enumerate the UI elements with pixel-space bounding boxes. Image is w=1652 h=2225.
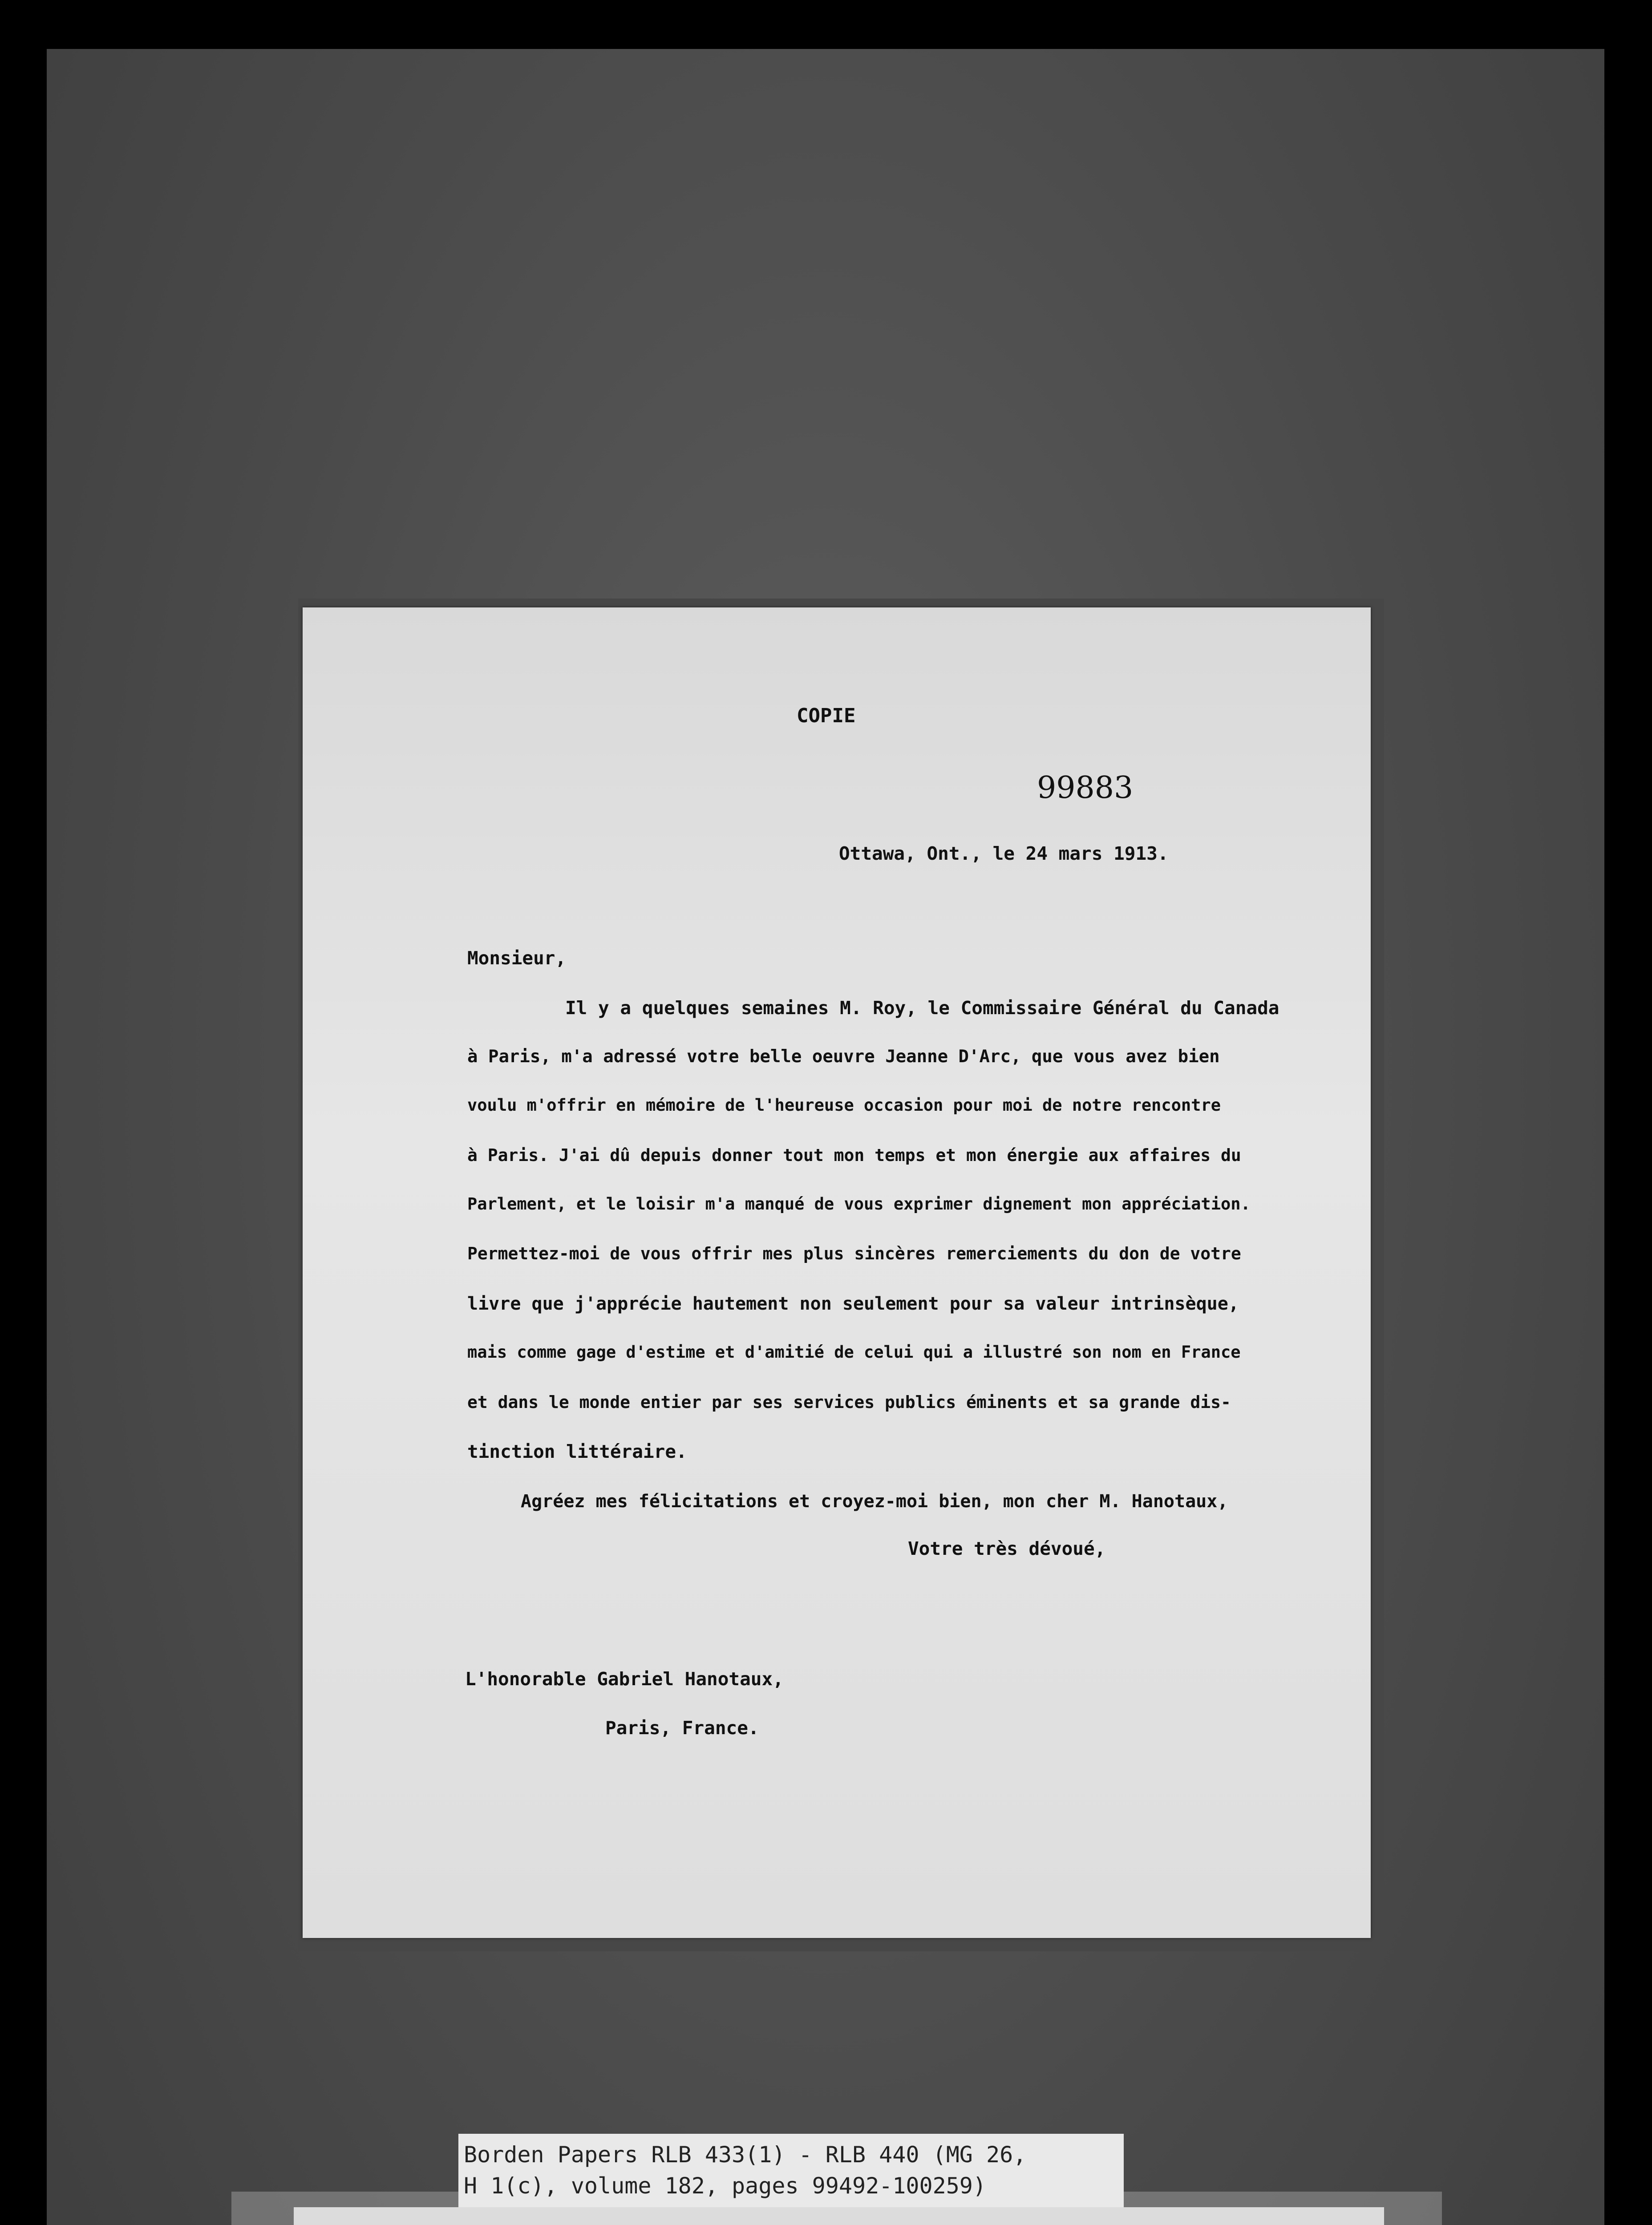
body-line: Il y a quelques semaines M. Roy, le Commissaire Général du Canada: [565, 997, 1279, 1019]
body-line: Parlement, et le loisir m'a manqué de vous exprimer dignement mon appréciation.: [467, 1194, 1251, 1214]
body-line: livre que j'apprécie hautement non seulement pour sa valeur intrinsèque,: [467, 1294, 1239, 1314]
dateline: Ottawa, Ont., le 24 mars 1913.: [839, 843, 1169, 864]
body-line: Permettez-moi de vous offrir mes plus sincères remerciements du don de votre: [467, 1244, 1241, 1263]
body-line: tinction littéraire.: [467, 1441, 687, 1462]
salutation: Monsieur,: [467, 947, 567, 969]
body-line: voulu m'offrir en mémoire de l'heureuse occasion pour moi de notre rencontre: [467, 1096, 1221, 1115]
addressee-name: L'honorable Gabriel Hanotaux,: [465, 1668, 784, 1690]
letter-heading: COPIE: [797, 704, 856, 727]
body-line: à Paris. J'ai dû depuis donner tout mon temps et mon énergie aux affaires du: [467, 1145, 1241, 1165]
body-line: mais comme gage d'estime et d'amitié de celui qui a illustré son nom en France: [467, 1343, 1241, 1362]
closing-line: Agréez mes félicitations et croyez-moi bien, mon cher M. Hanotaux,: [521, 1491, 1228, 1512]
archives-card: [294, 2207, 1384, 2225]
addressee-place: Paris, France.: [605, 1717, 759, 1739]
body-line: et dans le monde entier par ses services publics éminents et sa grande dis-: [467, 1392, 1231, 1412]
reference-label: [458, 2134, 1124, 2209]
reference-line-2: H 1(c), volume 182, pages 99492-100259): [464, 2173, 986, 2199]
body-line: à Paris, m'a adressé votre belle oeuvre Jeanne D'Arc, que vous avez bien: [467, 1047, 1220, 1067]
letter-page: [303, 607, 1371, 1938]
reference-line-1: Borden Papers RLB 433(1) - RLB 440 (MG 26,: [464, 2142, 1027, 2168]
signoff: Votre très dévoué,: [908, 1538, 1106, 1559]
page-number: 99883: [1037, 770, 1134, 805]
